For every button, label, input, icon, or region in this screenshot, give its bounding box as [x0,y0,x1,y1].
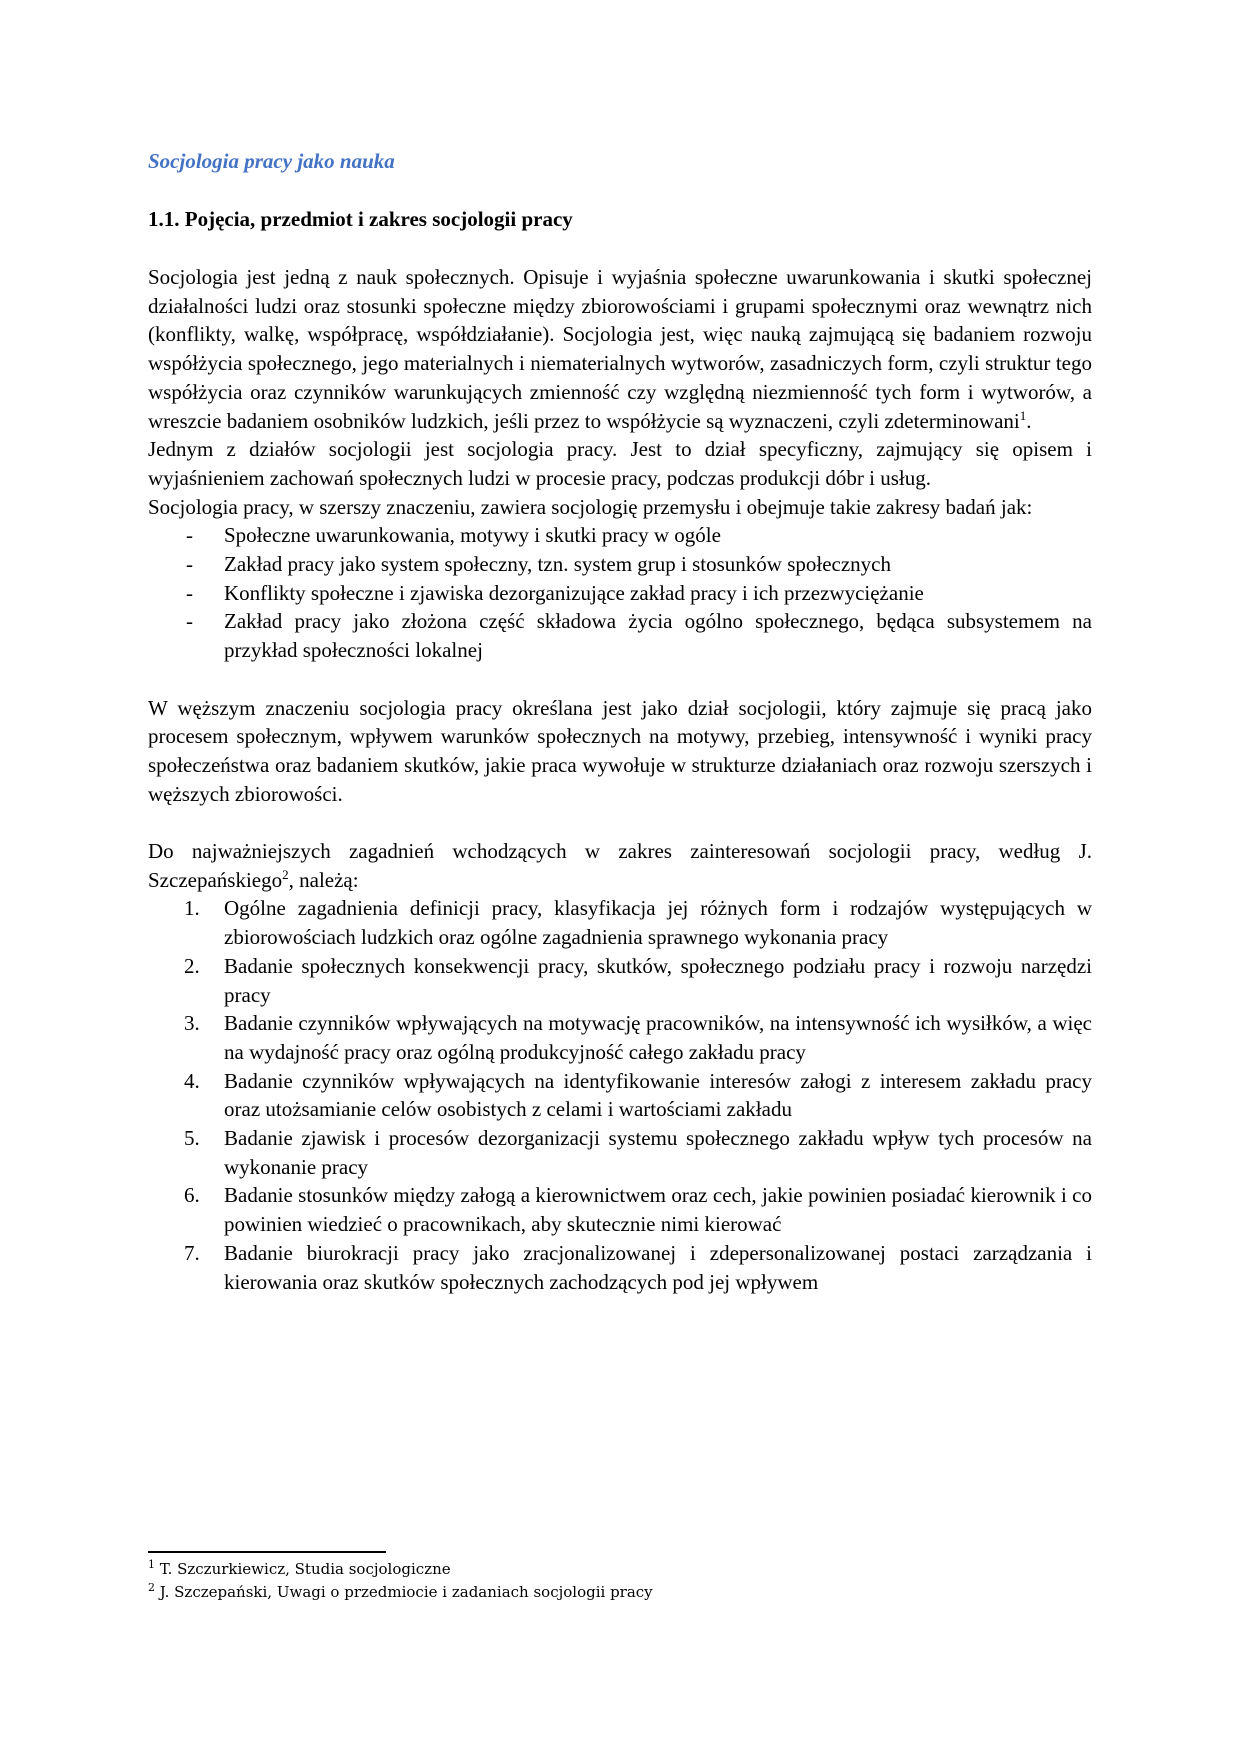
item-number: 6. [184,1183,200,1208]
numbered-item [148,894,1092,951]
numbered-item [148,1067,1092,1124]
document-body [148,263,1092,1296]
footnote-text: T. Szczurkiewicz, Studia socjologiczne [155,1560,451,1578]
item-number: 3. [184,1011,200,1036]
dash-marker: - [186,523,193,548]
footnote-separator [148,1551,386,1553]
footnote-number: 2 [148,1581,155,1594]
numbered-item-text: Badanie stosunków między załogą a kierownictwem oraz cech, jakie powinien posiadać kierownik i co powinien wiedzieć o pracownikach, aby skutecznie nimi kierować [224,1183,1092,1237]
research-scope-list [148,521,1092,665]
paragraph-key-issues-end: , należą: [288,867,359,892]
item-number: 2. [184,953,200,978]
paragraph-broad-meaning: Socjologia pracy, w szerszy znaczeniu, zawiera socjologię przemysłu i obejmuje takie zakresy badań jak: [148,494,1033,519]
paragraph-spacer [148,665,1092,694]
key-issues-list [148,894,1092,1296]
paragraph-intro-end: . [1026,408,1032,433]
list-item-text: Zakład pracy jako system społeczny, tzn. system grup i stosunków społecznych [224,552,891,577]
item-number: 1. [184,896,200,921]
numbered-item [148,1239,1092,1296]
footnote-ref-2[interactable]: 2 [282,866,289,882]
paragraph-key-issues-text: Do najważniejszych zagadnień wchodzących w zakres zainteresowań socjologii pracy, według J. Szczepańskiego [148,839,1092,892]
footnote-1 [148,1558,653,1581]
document-title: Socjologia pracy jako nauka [148,149,395,173]
list-item [148,607,1092,664]
footnote-ref-1[interactable]: 1 [1019,407,1027,423]
dash-marker: - [186,552,193,577]
numbered-item-text: Badanie czynników wpływających na identyfikowanie interesów załogi z interesem zakładu pracy oraz utożsamianie celów osobistych z celami i wartościami zakładu [224,1068,1092,1122]
footnotes [148,1558,653,1604]
numbered-item [148,1181,1092,1238]
list-item [148,521,1092,550]
paragraph-spacer [148,808,1092,837]
paragraph-intro-text: Socjologia jest jedną z nauk społecznych. Opisuje i wyjaśnia społeczne uwarunkowania i skutki społecznej działalności ludzi oraz stosunki społeczne między zbiorowościami i grupami społecznymi oraz wewnątrz nich (konflikty, walkę, współpracę, współdziałanie). Socjologia jest, więc nauką zajmującą się badaniem rozwoju współżycia społecznego, jego materialnych i niematerialnych wytworów, zasadniczych form, czyli struktur tego współżycia oraz czynników warunkujących zmienność czy względną niezmienność tych form i wytworów, a wreszcie badaniem osobników ludzkich, jeśli przez to współżycie są wyznaczeni, czyli zdeterminowani [148,265,1092,433]
paragraph-narrow-meaning: W węższym znaczeniu socjologia pracy określana jest jako dział socjologii, który zajmuje się pracą jako procesem społecznym, wpływem warunków społecznych na motywy, przebieg, intensywność i wyniki pracy społeczeństwa oraz badaniem skutków, jakie praca wywołuje w strukturze działaniach oraz rozwoju szerszych i węższych zbiorowości. [148,695,1092,806]
section-heading: 1.1. Pojęcia, przedmiot i zakres socjologii pracy [148,207,573,231]
paragraph-key-issues [148,837,1092,894]
list-item-text: Społeczne uwarunkowania, motywy i skutki pracy w ogóle [224,523,721,548]
item-number: 7. [184,1240,200,1265]
paragraph-work-sociology: Jednym z działów socjologii jest socjologia pracy. Jest to dział specyficzny, zajmujący się opisem i wyjaśnieniem zachowań społecznych ludzi w procesie pracy, podczas produkcji dóbr i usług. [148,437,1092,490]
numbered-item-text: Badanie czynników wpływających na motywację pracowników, na intensywność ich wysiłków, a więc na wydajność pracy oraz ogólną produkcyjność całego zakładu pracy [224,1011,1092,1064]
item-number: 5. [184,1126,200,1151]
list-item [148,579,1092,608]
numbered-item [148,952,1092,1009]
paragraph-intro [148,263,1092,435]
list-item-text: Konflikty społeczne i zjawiska dezorganizujące zakład pracy i ich przezwyciężanie [224,580,924,605]
numbered-item [148,1009,1092,1066]
dash-marker: - [186,609,193,634]
footnote-2 [148,1581,653,1604]
list-item [148,550,1092,579]
numbered-item [148,1124,1092,1181]
numbered-item-text: Badanie biurokracji pracy jako zracjonalizowanej i zdepersonalizowanej postaci zarządzania i kierowania oraz skutków społecznych zachodzących pod jej wpływem [224,1240,1092,1294]
footnote-number: 1 [148,1558,155,1571]
numbered-item-text: Ogólne zagadnienia definicji pracy, klasyfikacja jej różnych form i rodzajów występujących w zbiorowościach ludzkich oraz ogólne zagadnienia sprawnego wykonania pracy [224,896,1092,950]
footnote-text: J. Szczepański, Uwagi o przedmiocie i zadaniach socjologii pracy [155,1583,653,1601]
numbered-item-text: Badanie zjawisk i procesów dezorganizacji systemu społecznego zakładu wpływ tych procesów na wykonanie pracy [224,1126,1092,1179]
list-item-text: Zakład pracy jako złożona część składowa życia ogólno społecznego, będąca subsystemem na przykład społeczności lokalnej [224,609,1092,663]
dash-marker: - [186,580,193,605]
numbered-item-text: Badanie społecznych konsekwencji pracy, skutków, społecznego podziału pracy i rozwoju narzędzi pracy [224,953,1092,1007]
item-number: 4. [184,1068,200,1093]
